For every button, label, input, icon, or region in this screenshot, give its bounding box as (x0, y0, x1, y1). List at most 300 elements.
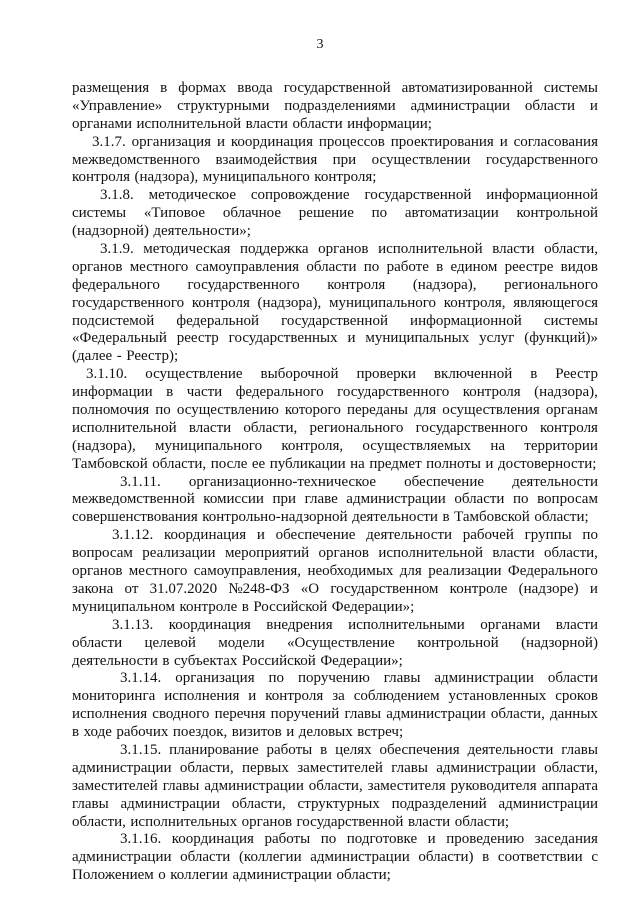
word: услуг (479, 330, 515, 347)
word: выборочной (260, 366, 339, 383)
word: реализации (142, 545, 216, 562)
word: 3.1.10. (86, 366, 128, 383)
word: области; (454, 813, 510, 830)
word: (надзорной) (521, 634, 598, 651)
word: сроков (555, 688, 598, 705)
word: включенной (433, 366, 513, 383)
word: целевой (144, 634, 196, 651)
word: главы (383, 670, 421, 687)
word: о (158, 867, 166, 884)
word: области (524, 97, 576, 114)
word: (надзора), (534, 384, 598, 401)
word: согласования (513, 133, 598, 150)
word: заместителя (367, 777, 446, 794)
word: подсистемой (72, 312, 155, 329)
word: совершенствования (72, 509, 198, 526)
word: области (180, 849, 231, 866)
word: сопровождение (250, 187, 350, 204)
word: осуществлении (371, 151, 471, 168)
word: области, (152, 455, 207, 472)
word: заседания (534, 831, 598, 848)
word: власти (407, 813, 451, 830)
word: государственного (187, 276, 300, 293)
word: деятельности (512, 473, 598, 490)
word: Тамбовской (454, 509, 530, 526)
word: и (485, 455, 494, 472)
word: ее (251, 455, 266, 472)
word: области, (544, 545, 598, 562)
word: и (347, 330, 356, 347)
word: области, (544, 241, 598, 258)
word: в (530, 366, 538, 383)
word: исполнительной (378, 545, 483, 562)
text-line (72, 599, 598, 617)
word: реестр (176, 330, 219, 347)
word: формах (178, 80, 227, 96)
word: осуществления (442, 402, 540, 419)
word: администрации (386, 706, 486, 723)
text-line (72, 760, 598, 778)
word: области (306, 258, 357, 275)
word: системы (543, 80, 598, 96)
word: перечня (214, 706, 266, 723)
word: обеспечение (275, 527, 356, 544)
word: Федерации»; (320, 652, 403, 669)
word: планирование (169, 741, 259, 758)
word: органов (318, 545, 369, 562)
word: Российской (253, 598, 328, 615)
text-line (72, 295, 598, 313)
text-line (72, 402, 598, 420)
word: контроля; (314, 169, 377, 186)
word: власти (245, 115, 288, 132)
word: проектирования (390, 133, 494, 150)
word: коллегии (170, 867, 228, 884)
text-line (72, 527, 598, 545)
text-line (72, 796, 598, 814)
text-line (72, 474, 598, 492)
word: реестре (504, 258, 554, 275)
word: группы (524, 527, 572, 544)
word: власти (492, 545, 535, 562)
word: информации; (347, 115, 432, 132)
word: власти (492, 241, 535, 258)
word: от (124, 580, 139, 597)
word: целях (335, 741, 372, 758)
text-line (72, 742, 598, 760)
text-line (72, 384, 598, 402)
word: главы (391, 759, 428, 776)
word: 3.1.16. (120, 831, 162, 848)
text-line (72, 420, 598, 438)
text-line (72, 438, 598, 456)
word: исполнительной (136, 115, 242, 132)
word: контрольно-надзорной (202, 509, 348, 526)
word: информационной (486, 187, 598, 204)
word: по (582, 527, 598, 544)
text-line (72, 706, 598, 724)
text-line (72, 259, 598, 277)
word: организационно-техническое (188, 473, 377, 490)
word: «Типовое (143, 205, 206, 222)
word: предмет (369, 455, 422, 472)
word: Тамбовской (72, 455, 148, 472)
word: администрации (204, 777, 304, 794)
text-line (72, 617, 598, 635)
word: власти (555, 616, 598, 633)
word: межведомственного (72, 151, 201, 168)
word: информации (72, 384, 153, 401)
word: заместителей (72, 777, 158, 794)
word: проверки (356, 366, 416, 383)
word: контроля (265, 688, 324, 705)
text-line (72, 456, 598, 474)
word: ходе (83, 724, 112, 741)
word: модели (218, 634, 265, 651)
text-line (72, 724, 598, 742)
text-line (72, 849, 598, 867)
word: местного (129, 258, 189, 275)
word: внедрения (266, 616, 333, 633)
word: осуществлению (176, 402, 279, 419)
word: области; (336, 867, 391, 884)
word: муниципальных (365, 330, 470, 347)
word: Федерального (507, 563, 598, 580)
word: администрации (72, 849, 172, 866)
word: (надзорной) (72, 223, 149, 240)
word: субъектах (173, 652, 238, 669)
word: главы (344, 706, 382, 723)
word: соблюдением (353, 688, 440, 705)
text-line (72, 509, 598, 527)
word: едином (450, 258, 498, 275)
word: в (436, 258, 444, 275)
word: области (454, 491, 505, 508)
word: в (482, 849, 490, 866)
word: руководителя (450, 777, 537, 794)
word: поездок, (172, 724, 228, 741)
word: муниципального (155, 437, 263, 454)
word: деятельности»; (153, 223, 251, 240)
word: контрольной (417, 634, 499, 651)
word: в (442, 509, 450, 526)
word: ввода (237, 80, 273, 96)
word: встреч; (357, 724, 404, 741)
word: органов (241, 813, 293, 830)
word: мероприятий (224, 545, 310, 562)
word: и (589, 97, 598, 114)
word: контроля, (281, 437, 344, 454)
word: установленных (448, 688, 547, 705)
word: обеспечения (379, 741, 460, 758)
word: координация (168, 616, 251, 633)
word: №248-ФЗ (228, 580, 290, 597)
word: осуществление (145, 366, 243, 383)
word: системы (543, 312, 598, 329)
word: на (490, 437, 505, 454)
word: государственного (337, 384, 450, 401)
word: государственного (415, 419, 528, 436)
word: с (591, 849, 598, 866)
word: работы (266, 741, 313, 758)
word: (функций)» (524, 330, 598, 347)
word: за (332, 688, 345, 705)
page-number: 3 (316, 37, 324, 52)
text-line (72, 330, 598, 348)
word: которого (284, 402, 341, 419)
word: 3.1.8. (100, 187, 134, 204)
text-line (72, 366, 598, 384)
word: и (286, 724, 295, 741)
word: первых (242, 759, 289, 776)
word: в (160, 80, 168, 96)
word: исполнительными (348, 616, 465, 633)
word: области (72, 634, 123, 651)
word: деятельности (366, 527, 453, 544)
word: федерального (235, 384, 324, 401)
word: организация (175, 670, 255, 687)
word: 3.1.14. (120, 670, 162, 687)
word: (надзора), (412, 276, 477, 293)
word: по (363, 258, 380, 275)
word: закона (72, 580, 114, 597)
word: контроле (179, 598, 238, 615)
word: Реестр); (126, 348, 179, 365)
word: 3.1.7. (92, 133, 126, 150)
word: Реестр (555, 366, 598, 383)
word: (коллегии (238, 849, 302, 866)
word: соответствии (497, 849, 583, 866)
text-line (72, 670, 598, 688)
word: обеспечение (404, 473, 485, 490)
word: и (248, 688, 257, 705)
word: для (399, 563, 422, 580)
word: государственного (485, 151, 598, 168)
text-line (72, 205, 598, 223)
word: координация (163, 527, 247, 544)
word: главы (72, 795, 109, 812)
word: исполнительной (378, 241, 483, 258)
text-line (72, 80, 598, 98)
text-line (72, 545, 598, 563)
word: и (499, 133, 508, 150)
word: области, (179, 759, 234, 776)
word: администрации (120, 795, 221, 812)
word: полноты (426, 455, 481, 472)
word: методическая (143, 241, 231, 258)
word: регионального (309, 419, 404, 436)
word: муниципального (329, 294, 437, 311)
word: деятельности (467, 741, 554, 758)
word: органов (72, 258, 123, 275)
word: Федерации»; (331, 598, 415, 615)
word: осуществляемых (362, 437, 472, 454)
word: подразделений (391, 795, 487, 812)
word: координация (230, 133, 313, 150)
word: администрации (72, 759, 172, 776)
word: данных (549, 706, 598, 723)
word: сводного (152, 706, 210, 723)
word: при (272, 491, 297, 508)
word: 3.1.12. (112, 527, 154, 544)
text-line (72, 563, 598, 581)
word: контроле (449, 580, 508, 597)
word: «О (300, 580, 320, 597)
text-line (72, 152, 598, 170)
word: вопросам (72, 545, 133, 562)
word: комиссии (203, 491, 264, 508)
word: федерального (72, 276, 160, 293)
word: органов (318, 241, 369, 258)
word: государственных (228, 330, 338, 347)
word: методическое (148, 187, 236, 204)
word: в (166, 384, 174, 401)
word: межведомственной (72, 491, 195, 508)
word: государственной (283, 80, 391, 96)
word: администрации (410, 97, 511, 114)
text-line (72, 98, 598, 116)
word: (далее (72, 348, 113, 365)
word: работе (386, 258, 429, 275)
word: органов (72, 563, 123, 580)
word: области, (72, 813, 126, 830)
word: контроля, (443, 294, 506, 311)
word: администрации (436, 759, 536, 776)
word: координация (171, 831, 254, 848)
word: исполнительной (72, 419, 177, 436)
word: по (268, 670, 285, 687)
word: контроля (539, 419, 598, 436)
word: области, (308, 777, 363, 794)
text-line (72, 653, 598, 671)
word: самоуправления, (193, 563, 302, 580)
word: государственного (72, 294, 185, 311)
text-line (72, 635, 598, 653)
word: части (186, 384, 223, 401)
word: деловых (298, 724, 353, 741)
word: органам (545, 402, 598, 419)
word: и (589, 580, 598, 597)
word: области (547, 670, 598, 687)
word: переданы (346, 402, 408, 419)
text-line (72, 867, 598, 885)
text-line (72, 688, 598, 706)
word: структурных (297, 795, 380, 812)
word: по (320, 831, 337, 848)
document-body (72, 80, 598, 885)
word: Российской (241, 652, 316, 669)
word: Положением (72, 867, 154, 884)
word: рабочих (116, 724, 169, 741)
word: главы (162, 777, 200, 794)
word: «Осуществление (287, 634, 395, 651)
word: для (414, 402, 437, 419)
word: самоуправления (195, 258, 300, 275)
word: мониторинга (72, 688, 156, 705)
word: (надзора), (72, 437, 136, 454)
word: исполнения (72, 706, 148, 723)
word: контроля (462, 384, 521, 401)
word: аппарата (541, 777, 598, 794)
word: 3.1.13. (112, 616, 154, 633)
word: федеральной (176, 312, 260, 329)
word: области) (418, 849, 474, 866)
word: и (256, 527, 265, 544)
word: в (241, 598, 249, 615)
text-line (72, 778, 598, 796)
word: на (350, 455, 365, 472)
word: территории (524, 437, 598, 454)
word: администрации (498, 795, 598, 812)
word: в (162, 652, 170, 669)
word: заместителей (297, 759, 383, 776)
word: видов (560, 258, 598, 275)
text-line (72, 169, 598, 187)
word: поручению (298, 670, 370, 687)
word: администрации (434, 670, 534, 687)
word: в (320, 741, 328, 758)
word: в (72, 724, 80, 741)
word: муниципальном (72, 598, 175, 615)
word: организация (131, 133, 212, 150)
word: подразделениями (284, 97, 396, 114)
word: полномочия (72, 402, 150, 419)
word: взаимодействия (215, 151, 318, 168)
word: системы (72, 205, 127, 222)
word: контроля (327, 276, 386, 293)
text-line (72, 313, 598, 331)
text-line (72, 491, 598, 509)
word: контрольной (516, 205, 598, 222)
word: исполнительных (130, 813, 238, 830)
text-line (72, 116, 598, 134)
text-line (72, 831, 598, 849)
word: (надзора), (134, 169, 199, 186)
word: области, (544, 759, 598, 776)
word: администрации (346, 491, 446, 508)
word: «Федеральный (72, 330, 167, 347)
word: 3.1.11. (120, 473, 161, 490)
word: администрации (310, 849, 410, 866)
word: главы (561, 741, 598, 758)
word: автоматизированной (401, 80, 533, 96)
word: проведению (446, 831, 525, 848)
word: власти (188, 419, 232, 436)
word: главе (304, 491, 338, 508)
word: области, (243, 419, 298, 436)
word: (надзоре) (518, 580, 579, 597)
word: поддержка (239, 241, 309, 258)
word: государственной (296, 813, 404, 830)
word: поручений (270, 706, 340, 723)
word: 3.1.15. (120, 741, 162, 758)
word: 3.1.9. (100, 241, 134, 258)
word: публикации (269, 455, 346, 472)
word: муниципального (202, 169, 310, 186)
text-line (72, 134, 598, 152)
word: государственной (281, 312, 388, 329)
word: деятельности (352, 509, 438, 526)
word: регионального (504, 276, 598, 293)
text-line (72, 223, 598, 241)
word: необходимых (307, 563, 394, 580)
word: (надзора), (257, 294, 322, 311)
text-line (72, 581, 598, 599)
word: по (155, 402, 171, 419)
word: вопросам (537, 491, 598, 508)
word: визитов (231, 724, 282, 741)
word: государственной (364, 187, 472, 204)
